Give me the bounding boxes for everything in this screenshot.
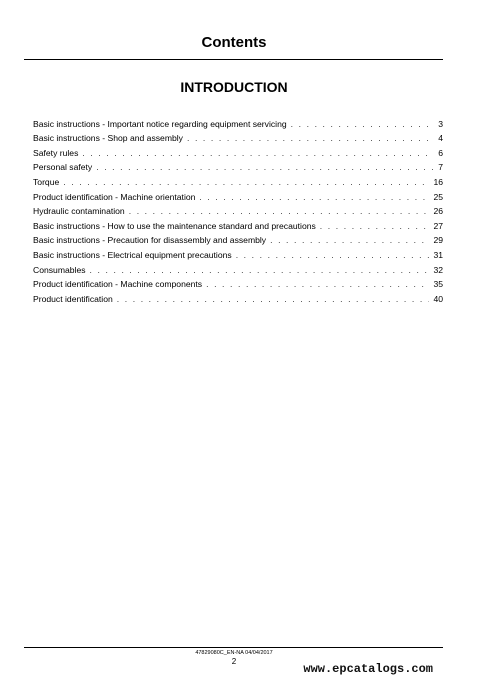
toc-dot-leader bbox=[90, 265, 430, 276]
toc-entry[interactable] bbox=[33, 130, 443, 145]
toc-entry[interactable] bbox=[33, 188, 443, 203]
toc-entry-page[interactable]: 4 bbox=[438, 133, 443, 144]
toc-entry[interactable] bbox=[33, 203, 443, 218]
toc-entry-label[interactable]: Basic instructions - Shop and assembly bbox=[33, 133, 183, 144]
toc-dot-leader bbox=[199, 192, 429, 203]
toc-dot-leader bbox=[291, 119, 435, 130]
toc-dot-leader bbox=[63, 177, 429, 188]
toc-entry-page[interactable]: 16 bbox=[433, 176, 443, 187]
toc-entry-page[interactable]: 3 bbox=[438, 118, 443, 129]
document-code: 47829080C_EN-NA 04/04/2017 bbox=[195, 650, 273, 656]
toc-entry-label[interactable]: Product identification bbox=[33, 293, 113, 304]
toc-entry[interactable] bbox=[33, 261, 443, 276]
toc-entry-label[interactable]: Basic instructions - Electrical equipment precautions bbox=[33, 249, 232, 260]
toc-entry[interactable] bbox=[33, 217, 443, 232]
toc-entry-page[interactable]: 31 bbox=[433, 249, 443, 260]
toc-entry-label[interactable]: Product identification - Machine components bbox=[33, 279, 203, 290]
toc-entry-page[interactable]: 29 bbox=[433, 235, 443, 246]
toc-entry-page[interactable]: 35 bbox=[433, 279, 443, 290]
toc-entry[interactable] bbox=[33, 232, 443, 247]
toc-entry-page[interactable]: 40 bbox=[433, 293, 443, 304]
toc-entry-page[interactable]: 26 bbox=[433, 206, 443, 217]
toc-dot-leader bbox=[82, 148, 434, 159]
toc-dot-leader bbox=[187, 133, 434, 144]
toc-entry[interactable] bbox=[33, 115, 443, 130]
toc-dot-leader bbox=[129, 206, 430, 217]
top-rule bbox=[24, 59, 443, 60]
toc-entry[interactable] bbox=[33, 246, 443, 261]
footer-rule bbox=[24, 647, 443, 648]
toc-entry-label[interactable]: Safety rules bbox=[33, 147, 79, 158]
toc-dot-leader bbox=[236, 250, 430, 261]
toc-entry-page[interactable]: 32 bbox=[433, 264, 443, 275]
toc-dot-leader bbox=[206, 279, 429, 290]
toc-entry-page[interactable]: 7 bbox=[438, 162, 443, 173]
watermark-url: www.epcatalogs.com bbox=[303, 662, 433, 676]
toc-dot-leader bbox=[320, 221, 430, 232]
toc-entry-label[interactable]: Personal safety bbox=[33, 162, 93, 173]
section-heading: INTRODUCTION bbox=[180, 79, 288, 95]
toc-entry-label[interactable]: Hydraulic contamination bbox=[33, 206, 125, 217]
toc-entry-label[interactable]: Basic instructions - Important notice regarding equipment servicing bbox=[33, 118, 287, 129]
toc-dot-leader bbox=[117, 294, 430, 305]
table-of-contents bbox=[33, 115, 443, 305]
page-number: 2 bbox=[231, 657, 237, 666]
page-title: Contents bbox=[201, 34, 267, 51]
toc-entry[interactable] bbox=[33, 144, 443, 159]
toc-dot-leader bbox=[96, 162, 434, 173]
toc-dot-leader bbox=[270, 235, 429, 246]
toc-entry[interactable] bbox=[33, 173, 443, 188]
toc-entry[interactable] bbox=[33, 276, 443, 291]
toc-entry[interactable] bbox=[33, 290, 443, 305]
toc-entry-page[interactable]: 6 bbox=[438, 147, 443, 158]
toc-entry-label[interactable]: Basic instructions - How to use the maintenance standard and precautions bbox=[33, 220, 316, 231]
toc-entry-label[interactable]: Torque bbox=[33, 176, 60, 187]
toc-entry[interactable] bbox=[33, 159, 443, 174]
toc-entry-label[interactable]: Basic instructions - Precaution for disassembly and assembly bbox=[33, 235, 267, 246]
toc-entry-label[interactable]: Consumables bbox=[33, 264, 86, 275]
toc-entry-page[interactable]: 27 bbox=[433, 220, 443, 231]
toc-entry-page[interactable]: 25 bbox=[433, 191, 443, 202]
toc-entry-label[interactable]: Product identification - Machine orientation bbox=[33, 191, 196, 202]
